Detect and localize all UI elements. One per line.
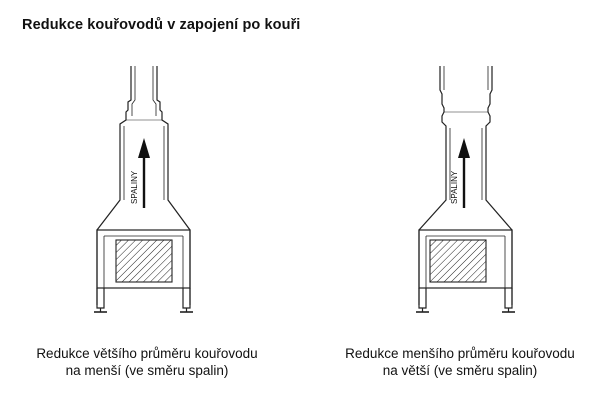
left-caption-line1: Redukce většího průměru kouřovodu: [36, 346, 258, 361]
right-caption-line2: na větší (ve směru spalin): [382, 363, 538, 378]
left-stove-drawing: [82, 60, 206, 330]
left-firebox: [116, 240, 172, 282]
right-stove-diagram: [404, 60, 528, 330]
left-caption: [32, 345, 262, 379]
right-flow-arrow-icon: [458, 138, 470, 208]
left-caption-line2: na menší (ve směru spalin): [65, 363, 229, 378]
left-stove-diagram: [82, 60, 206, 330]
left-flow-arrow-icon: [138, 138, 150, 208]
right-flow-label: SPALINY: [450, 170, 459, 204]
right-caption: [340, 345, 580, 379]
right-caption-line1: Redukce menšího průměru kouřovodu: [345, 346, 575, 361]
right-firebox: [430, 240, 486, 282]
page-title: Redukce kouřovodů v zapojení po kouři: [22, 17, 301, 33]
right-stove-drawing: [404, 60, 528, 330]
left-flow-label: SPALINY: [130, 170, 139, 204]
